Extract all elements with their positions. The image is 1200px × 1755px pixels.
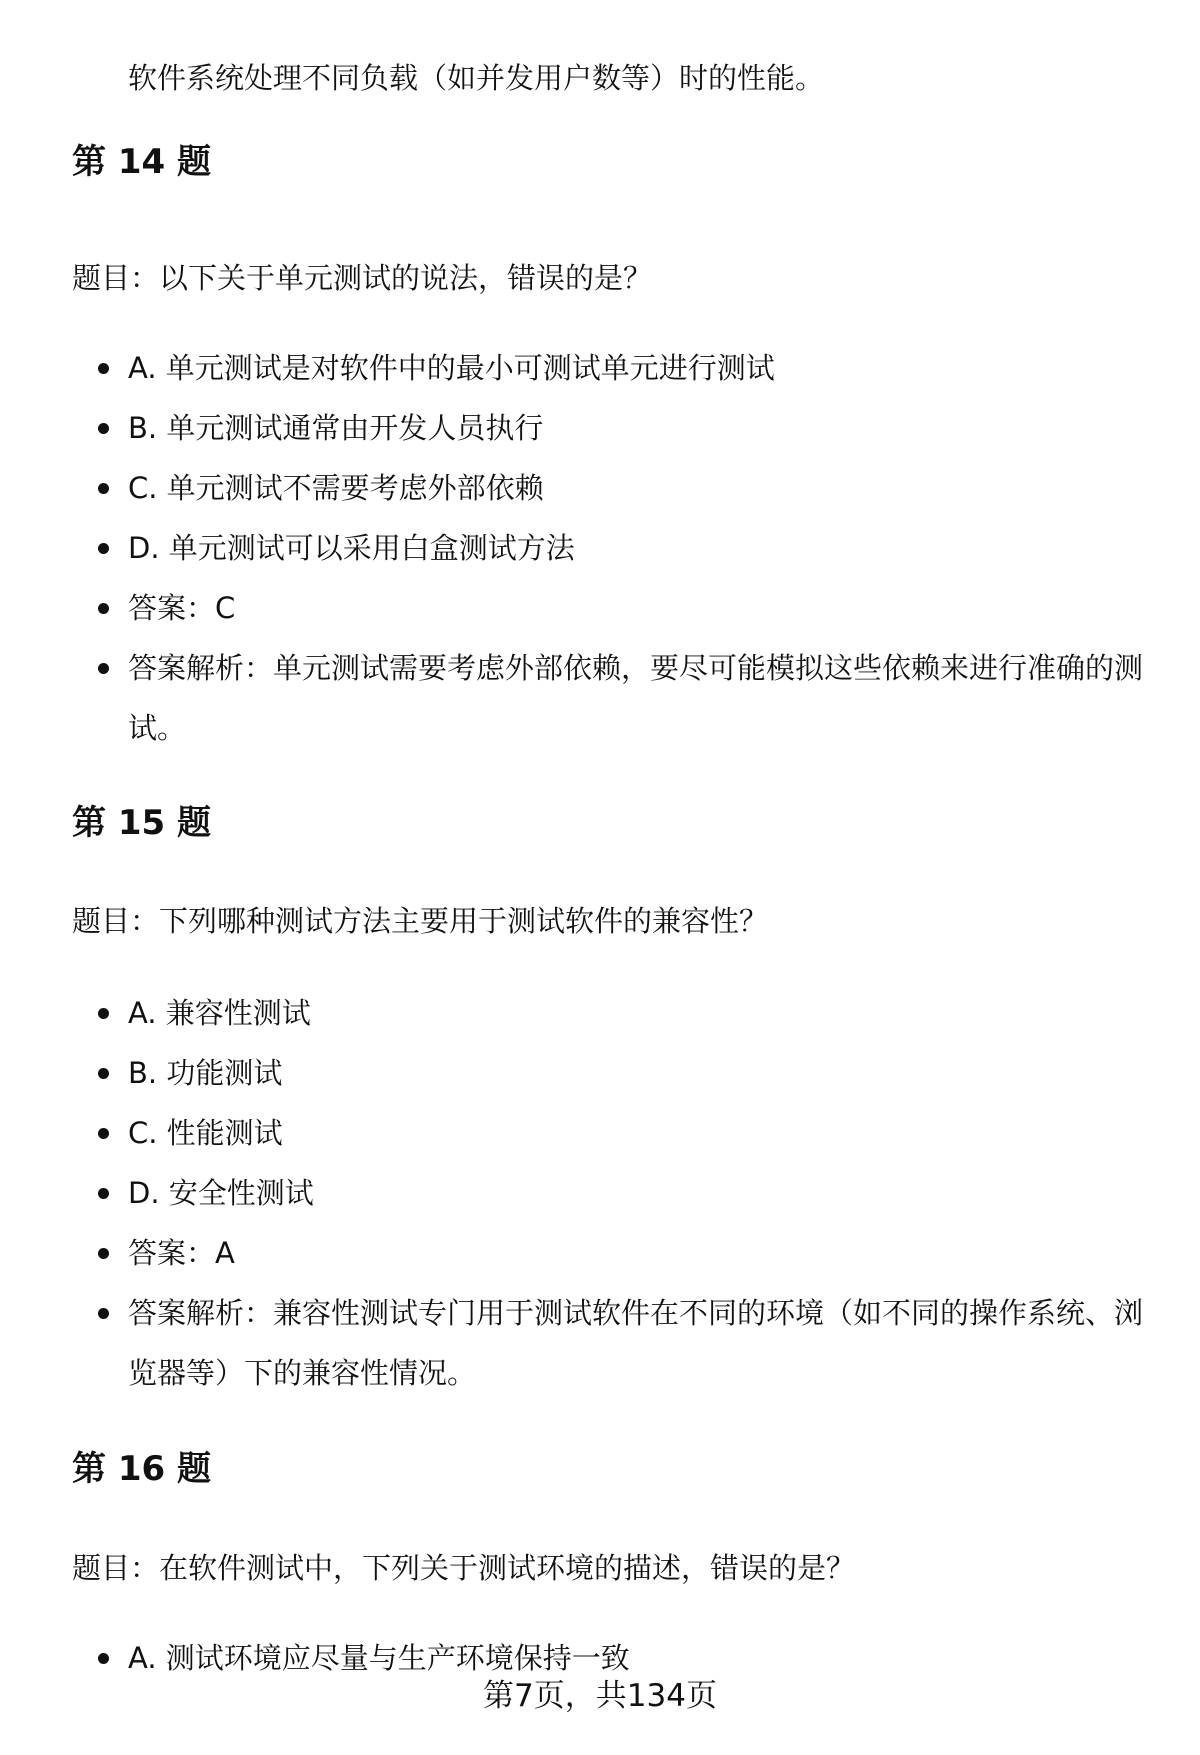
question-stem: 题目：在软件测试中，下列关于测试环境的描述，错误的是？ [72, 1551, 856, 1585]
bullet-icon [98, 1008, 109, 1019]
bullet-icon [98, 423, 109, 434]
bullet-icon [98, 543, 109, 554]
option-item [0, 1163, 1148, 1223]
page-footer: 第7页，共134页 [483, 1678, 717, 1714]
bullet-icon [98, 1308, 109, 1319]
bullet-icon [98, 603, 109, 614]
question-stem: 题目：以下关于单元测试的说法，错误的是？ [72, 261, 653, 295]
option-item [0, 983, 1148, 1043]
option-item [0, 338, 1148, 398]
explanation-text: 答案解析：兼容性测试专门用于测试软件在不同的环境（如不同的操作系统、浏览器等）下的兼容性情况。 [128, 1296, 1144, 1390]
bullet-icon [98, 1128, 109, 1139]
bullet-icon [98, 483, 109, 494]
option-text: B. 功能测试 [128, 1056, 283, 1090]
option-text: C. 单元测试不需要考虑外部依赖 [128, 471, 544, 505]
option-item [0, 518, 1148, 578]
option-text: A. 兼容性测试 [128, 996, 311, 1030]
continued-text: 软件系统处理不同负载（如并发用户数等）时的性能。 [128, 61, 825, 95]
option-item [0, 398, 1148, 458]
bullet-icon [98, 1248, 109, 1259]
answer-item [0, 1223, 1148, 1283]
answer-text: 答案：C [128, 591, 236, 625]
question-stem: 题目：下列哪种测试方法主要用于测试软件的兼容性？ [72, 904, 769, 938]
option-item [0, 1103, 1148, 1163]
answer-item [0, 578, 1148, 638]
question-heading: 第 16 题 [72, 1449, 211, 1489]
option-text: A. 单元测试是对软件中的最小可测试单元进行测试 [128, 351, 775, 385]
option-text: D. 安全性测试 [128, 1176, 314, 1210]
option-text: A. 测试环境应尽量与生产环境保持一致 [128, 1641, 630, 1675]
option-item [0, 458, 1148, 518]
option-list [0, 338, 1148, 758]
option-text: B. 单元测试通常由开发人员执行 [128, 411, 544, 445]
bullet-icon [98, 363, 109, 374]
explanation-text: 答案解析：单元测试需要考虑外部依赖，要尽可能模拟这些依赖来进行准确的测试。 [128, 651, 1144, 745]
answer-text: 答案：A [128, 1236, 235, 1270]
bullet-icon [98, 663, 109, 674]
question-heading: 第 14 题 [72, 142, 211, 182]
question-heading: 第 15 题 [72, 803, 211, 843]
option-item [0, 1043, 1148, 1103]
bullet-icon [98, 1188, 109, 1199]
bullet-icon [98, 1653, 109, 1664]
explanation-item [0, 638, 1148, 758]
explanation-item [0, 1283, 1148, 1403]
option-text: D. 单元测试可以采用白盒测试方法 [128, 531, 575, 565]
option-text: C. 性能测试 [128, 1116, 283, 1150]
bullet-icon [98, 1068, 109, 1079]
option-list [0, 983, 1148, 1403]
